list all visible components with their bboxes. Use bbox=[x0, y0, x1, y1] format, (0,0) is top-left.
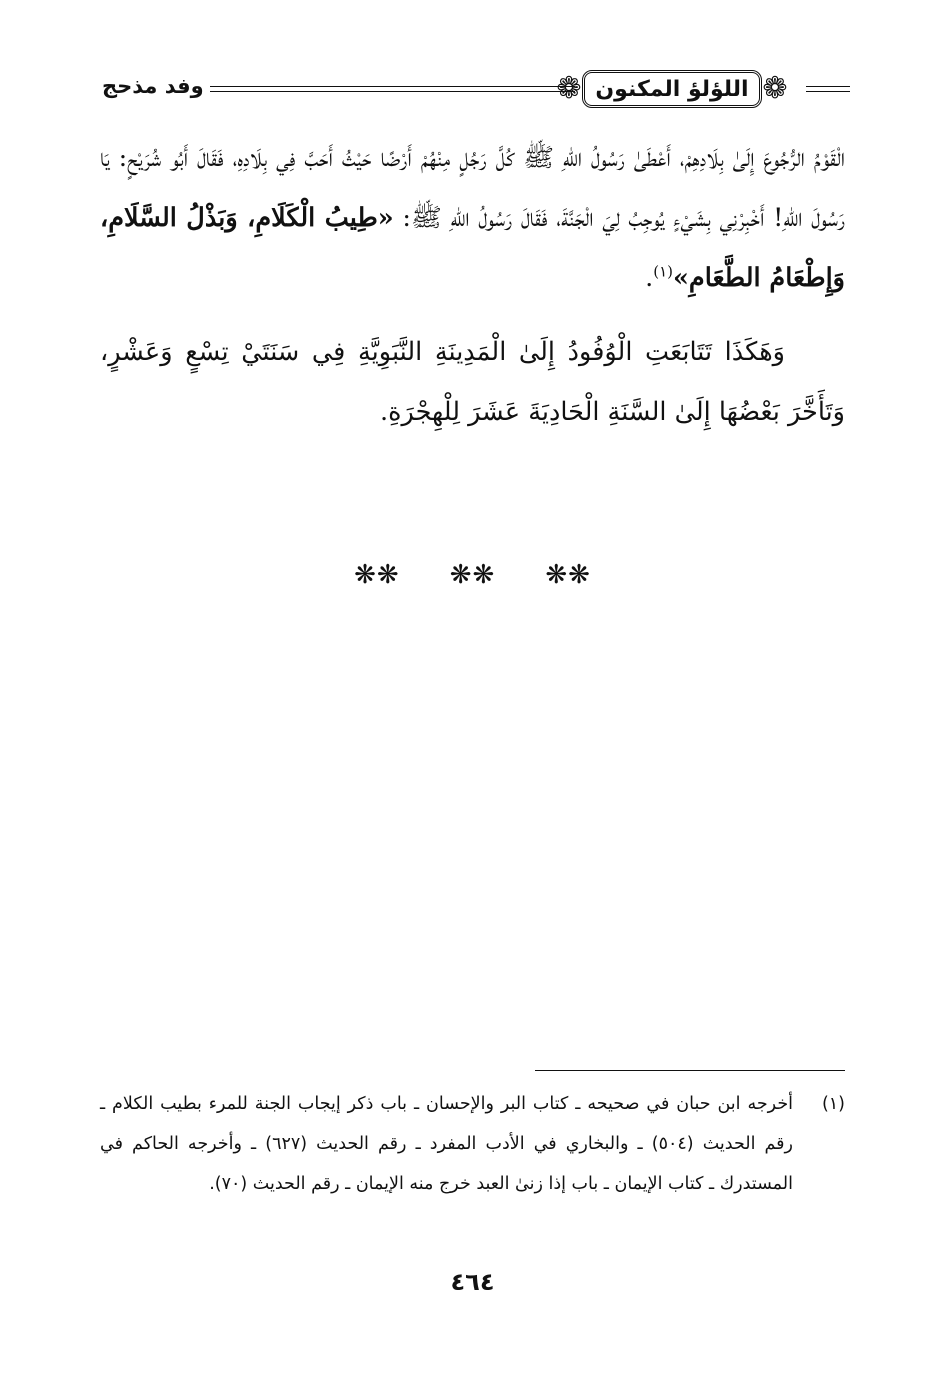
footnote-text: أخرجه ابن حبان في صحيحه ـ كتاب البر والإحسان ـ باب ذكر إيجاب الجنة للمرء بطيب الكلام ـ رقم الحديث (٥٠٤) ـ والبخاري في الأدب المفرد ـ رقم الحديث (٦٢٧) ـ وأخرجه الحاكم في المستدرك ـ كتاب الإيمان ـ باب إذا زنىٰ العبد خرج منه الإيمان ـ رقم الحديث (٧٠). bbox=[100, 1094, 793, 1194]
book-title-frame bbox=[546, 64, 798, 114]
asterism: ❋❋ bbox=[449, 560, 496, 590]
floral-ornament-icon: ❁ bbox=[556, 71, 582, 106]
paragraph: وَهَكَذَا تَتَابَعَتِ الْوُفُودُ إِلَىٰ الْمَدِينَةِ النَّبَوِيَّةِ فِي سَنَتَيْ تِسْعٍ وَعَشْرٍ، وَتَأَخَّرَ بَعْضُهَا إِلَىٰ السَّنَةِ الْحَادِيَةَ عَشَرَ لِلْهِجْرَةِ. bbox=[100, 337, 845, 427]
floral-ornament-icon: ❁ bbox=[762, 71, 788, 106]
running-header bbox=[60, 60, 850, 122]
hadith-quote: «طِيبُ الْكَلَامِ، وَبَذْلُ السَّلَامِ، وَإِطْعَامُ الطَّعَامِ» bbox=[100, 203, 845, 293]
chapter-title: وفد مذحج bbox=[102, 74, 204, 98]
section-separator bbox=[0, 560, 945, 590]
footnote-marker[interactable]: (١) bbox=[653, 262, 673, 281]
asterism: ❋❋ bbox=[545, 560, 591, 590]
footnote bbox=[100, 1084, 845, 1204]
footnote-number: (١) bbox=[821, 1094, 845, 1114]
book-title: اللؤلؤ المكنون bbox=[595, 76, 749, 102]
footnote-divider bbox=[535, 1070, 845, 1071]
header-rule-left bbox=[210, 86, 575, 92]
header-rule-right bbox=[806, 86, 850, 92]
paragraph bbox=[100, 128, 845, 308]
paragraph-text: الْقَوْمُ الرُّجُوعَ إِلَىٰ بِلَادِهِمْ، أَعْطَىٰ رَسُولُ اللهِ ﷺ كُلَّ رَجُلٍ مِنْهُمْ أَرْضًا حَيْثُ أَحَبَّ فِي بِلَادِهِ، فَقَالَ أَبُو شُرَيْحٍ: يَا رَسُولَ اللهِ! أَخْبِرْنِي بِشَيْءٍ يُوجِبُ لِيَ الْجَنَّةَ، فَقَالَ رَسُولُ اللهِ ﷺ: bbox=[100, 143, 845, 233]
paragraph-end: . bbox=[645, 263, 654, 293]
page-number: ٤٦٤ bbox=[450, 1268, 495, 1296]
asterism: ❋❋ bbox=[354, 560, 400, 590]
main-text bbox=[100, 128, 845, 442]
